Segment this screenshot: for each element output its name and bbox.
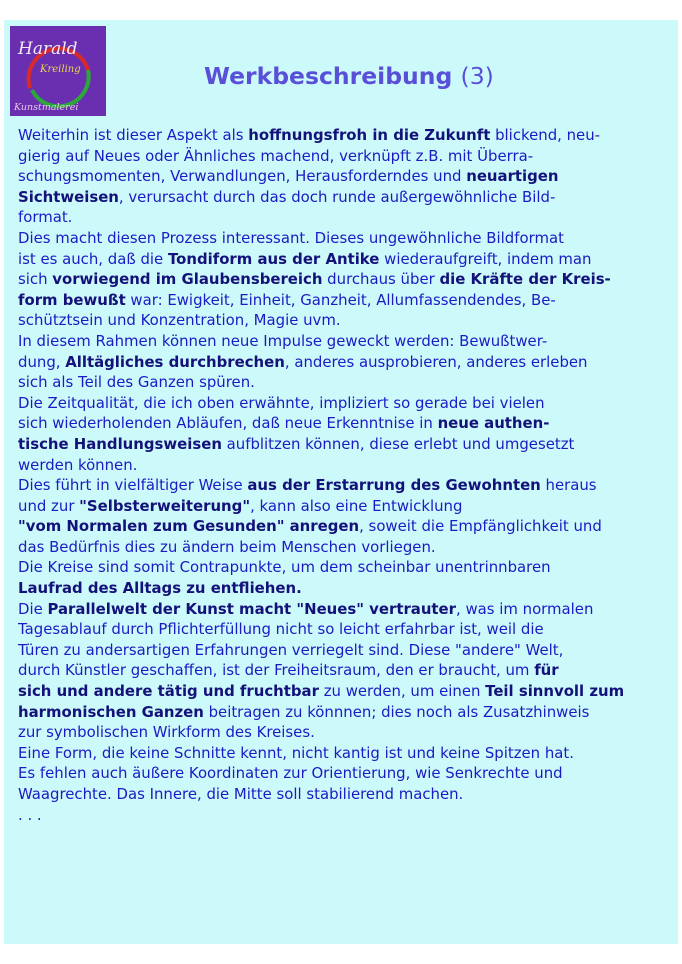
body-text-segment: Eine Form, die keine Schnitte kennt, nicht kantig ist und keine Spitzen hat. (18, 743, 574, 762)
text-line (18, 146, 668, 167)
emphasis-text: Laufrad des Alltags zu entfliehen. (18, 579, 302, 598)
body-text-segment: sich wiederholenden Abläufen, daß neue Erkenntnise in (18, 414, 438, 433)
body-text-segment: heraus (540, 476, 597, 495)
artist-logo (10, 26, 106, 116)
title-number: (3) (460, 62, 494, 90)
text-line (18, 763, 668, 784)
body-text-segment: durchaus über (322, 270, 440, 289)
body-text-segment: format. (18, 208, 73, 227)
text-line (18, 331, 668, 352)
body-text-segment: Waagrechte. Das Innere, die Mitte soll stabilierend machen. (18, 785, 464, 803)
body-text-segment: Dies macht diesen Prozess interessant. Dieses ungewöhnliche Bildformat (18, 228, 564, 247)
body-text-segment: schütztsein und Konzentration, Magie uvm. (18, 311, 341, 330)
body-text-segment: das Bedürfnis dies zu ändern beim Menschen vorliegen. (18, 537, 436, 556)
text-line (18, 125, 668, 146)
text-line (18, 393, 668, 414)
emphasis-text: aus der Erstarrung des Gewohnten (247, 476, 541, 495)
body-text-segment: sich (18, 270, 53, 289)
text-line (18, 249, 668, 270)
emphasis-text: Parallelwelt der Kunst macht "Neues" vertrauter (47, 599, 456, 618)
text-line (18, 269, 668, 290)
text-line (18, 784, 668, 805)
text-line (18, 640, 668, 661)
body-text-segment: Weiterhin ist dieser Aspekt als (18, 126, 249, 144)
emphasis-text: "vom Normalen zum Gesunden" anregen (18, 517, 360, 536)
text-line (18, 207, 668, 228)
body-text-segment: , soweit die Empfänglichkeit und (359, 517, 602, 536)
text-line (18, 166, 668, 187)
body-text-segment: Die Zeitqualität, die ich oben erwähnte, impliziert so gerade bei vielen (18, 393, 545, 412)
body-text-segment: , was im normalen (456, 599, 594, 618)
text-line (18, 681, 668, 702)
text-line (18, 660, 668, 681)
text-line (18, 743, 668, 764)
text-line (18, 557, 668, 578)
text-line (18, 310, 668, 331)
body-text-segment: durch Künstler geschaffen, ist der Freiheitsraum, den er braucht, um (18, 661, 535, 680)
body-text-segment: blickend, neu- (490, 126, 601, 144)
logo-name: Harald (18, 39, 78, 59)
body-text-segment: Die (18, 599, 48, 618)
text-line (18, 434, 668, 455)
body-text-segment: In diesem Rahmen können neue Impulse geweckt werden: Bewußtwer- (18, 331, 548, 350)
body-text-segment: Es fehlen auch äußere Koordinaten zur Orientierung, wie Senkrechte und (18, 764, 563, 783)
body-text-segment: wiederaufgreift, indem man (379, 249, 592, 268)
emphasis-text: vorwiegend im Glaubensbereich (52, 270, 323, 289)
emphasis-text: hoffnungsfroh in die Zukunft (248, 126, 491, 144)
emphasis-text: form bewußt (18, 290, 126, 309)
body-text (18, 125, 668, 825)
logo-surname: Kreiling (40, 64, 81, 75)
body-text-segment: aufblitzen können, diese erlebt und umgesetzt (221, 434, 575, 453)
body-text-segment: Dies führt in vielfältiger Weise (18, 476, 248, 495)
text-line (18, 496, 668, 517)
body-text-segment: beitragen zu könnnen; dies noch als Zusatzhinweis (203, 702, 590, 721)
body-text-segment: . . . (18, 805, 42, 824)
emphasis-text: Tondiform aus der Antike (167, 249, 380, 268)
text-line (18, 372, 668, 393)
body-text-segment: , kann also eine Entwicklung (250, 496, 463, 515)
emphasis-text: die Kräfte der Kreis- (439, 270, 611, 289)
emphasis-text: neuartigen (466, 167, 559, 186)
body-text-segment: zu werden, um einen (318, 682, 486, 701)
text-line (18, 619, 668, 640)
body-text-segment: und zur (18, 496, 80, 515)
content-panel (4, 20, 678, 944)
body-text-segment: Die Kreise sind somit Contrapunkte, um dem scheinbar unentrinnbaren (18, 558, 551, 577)
body-text-segment: Tagesablauf durch Pflichterfüllung nicht so leicht erfahrbar ist, weil die (18, 620, 544, 639)
body-text-segment: gierig auf Neues oder Ähnliches machend, verknüpft z.B. mit Überra- (18, 146, 534, 165)
emphasis-text: Teil sinnvoll zum (485, 682, 625, 701)
body-text-segment: war: Ewigkeit, Einheit, Ganzheit, Allumfassendendes, Be- (125, 290, 556, 309)
text-line (18, 722, 668, 743)
body-text-segment: werden können. (18, 455, 138, 474)
logo-subtitle: Kunstmalerei (14, 102, 79, 113)
emphasis-text: Sichtweisen (18, 187, 119, 206)
title-main: Werkbeschreibung (204, 62, 453, 90)
page-title (204, 62, 494, 90)
text-line (18, 455, 668, 476)
text-line (18, 599, 668, 620)
body-text-segment: Türen zu andersartigen Erfahrungen verriegelt sind. Diese "andere" Welt, (18, 640, 564, 659)
body-text-segment: ist es auch, daß die (18, 249, 168, 268)
body-text-segment: dung, (18, 352, 66, 371)
emphasis-text: Alltägliches durchbrechen (65, 352, 285, 371)
text-line (18, 187, 668, 208)
text-line (18, 537, 668, 558)
body-text-segment: sich als Teil des Ganzen spüren. (18, 373, 255, 392)
emphasis-text: neue authen- (437, 414, 550, 433)
logo-ring-green (32, 70, 89, 106)
text-line (18, 413, 668, 434)
text-line (18, 702, 668, 723)
text-line (18, 475, 668, 496)
text-line (18, 228, 668, 249)
emphasis-text: sich und andere tätig und fruchtbar (18, 682, 319, 701)
text-line (18, 516, 668, 537)
text-line (18, 290, 668, 311)
body-text-segment: , verursacht durch das doch runde außergewöhnliche Bild- (118, 187, 556, 206)
text-line (18, 578, 668, 599)
body-text-segment: , anderes ausprobieren, anderes erleben (284, 352, 588, 371)
text-line (18, 352, 668, 373)
text-line (18, 805, 668, 826)
emphasis-text: harmonischen Ganzen (18, 702, 204, 721)
body-text-segment: zur symbolischen Wirkform des Kreises. (18, 723, 315, 742)
logo-graphic (10, 26, 106, 116)
emphasis-text: "Selbsterweiterung" (79, 496, 251, 515)
emphasis-text: tische Handlungsweisen (18, 434, 222, 453)
body-text-segment: schungsmomenten, Verwandlungen, Herausforderndes und (18, 167, 467, 186)
emphasis-text: für (534, 661, 559, 680)
